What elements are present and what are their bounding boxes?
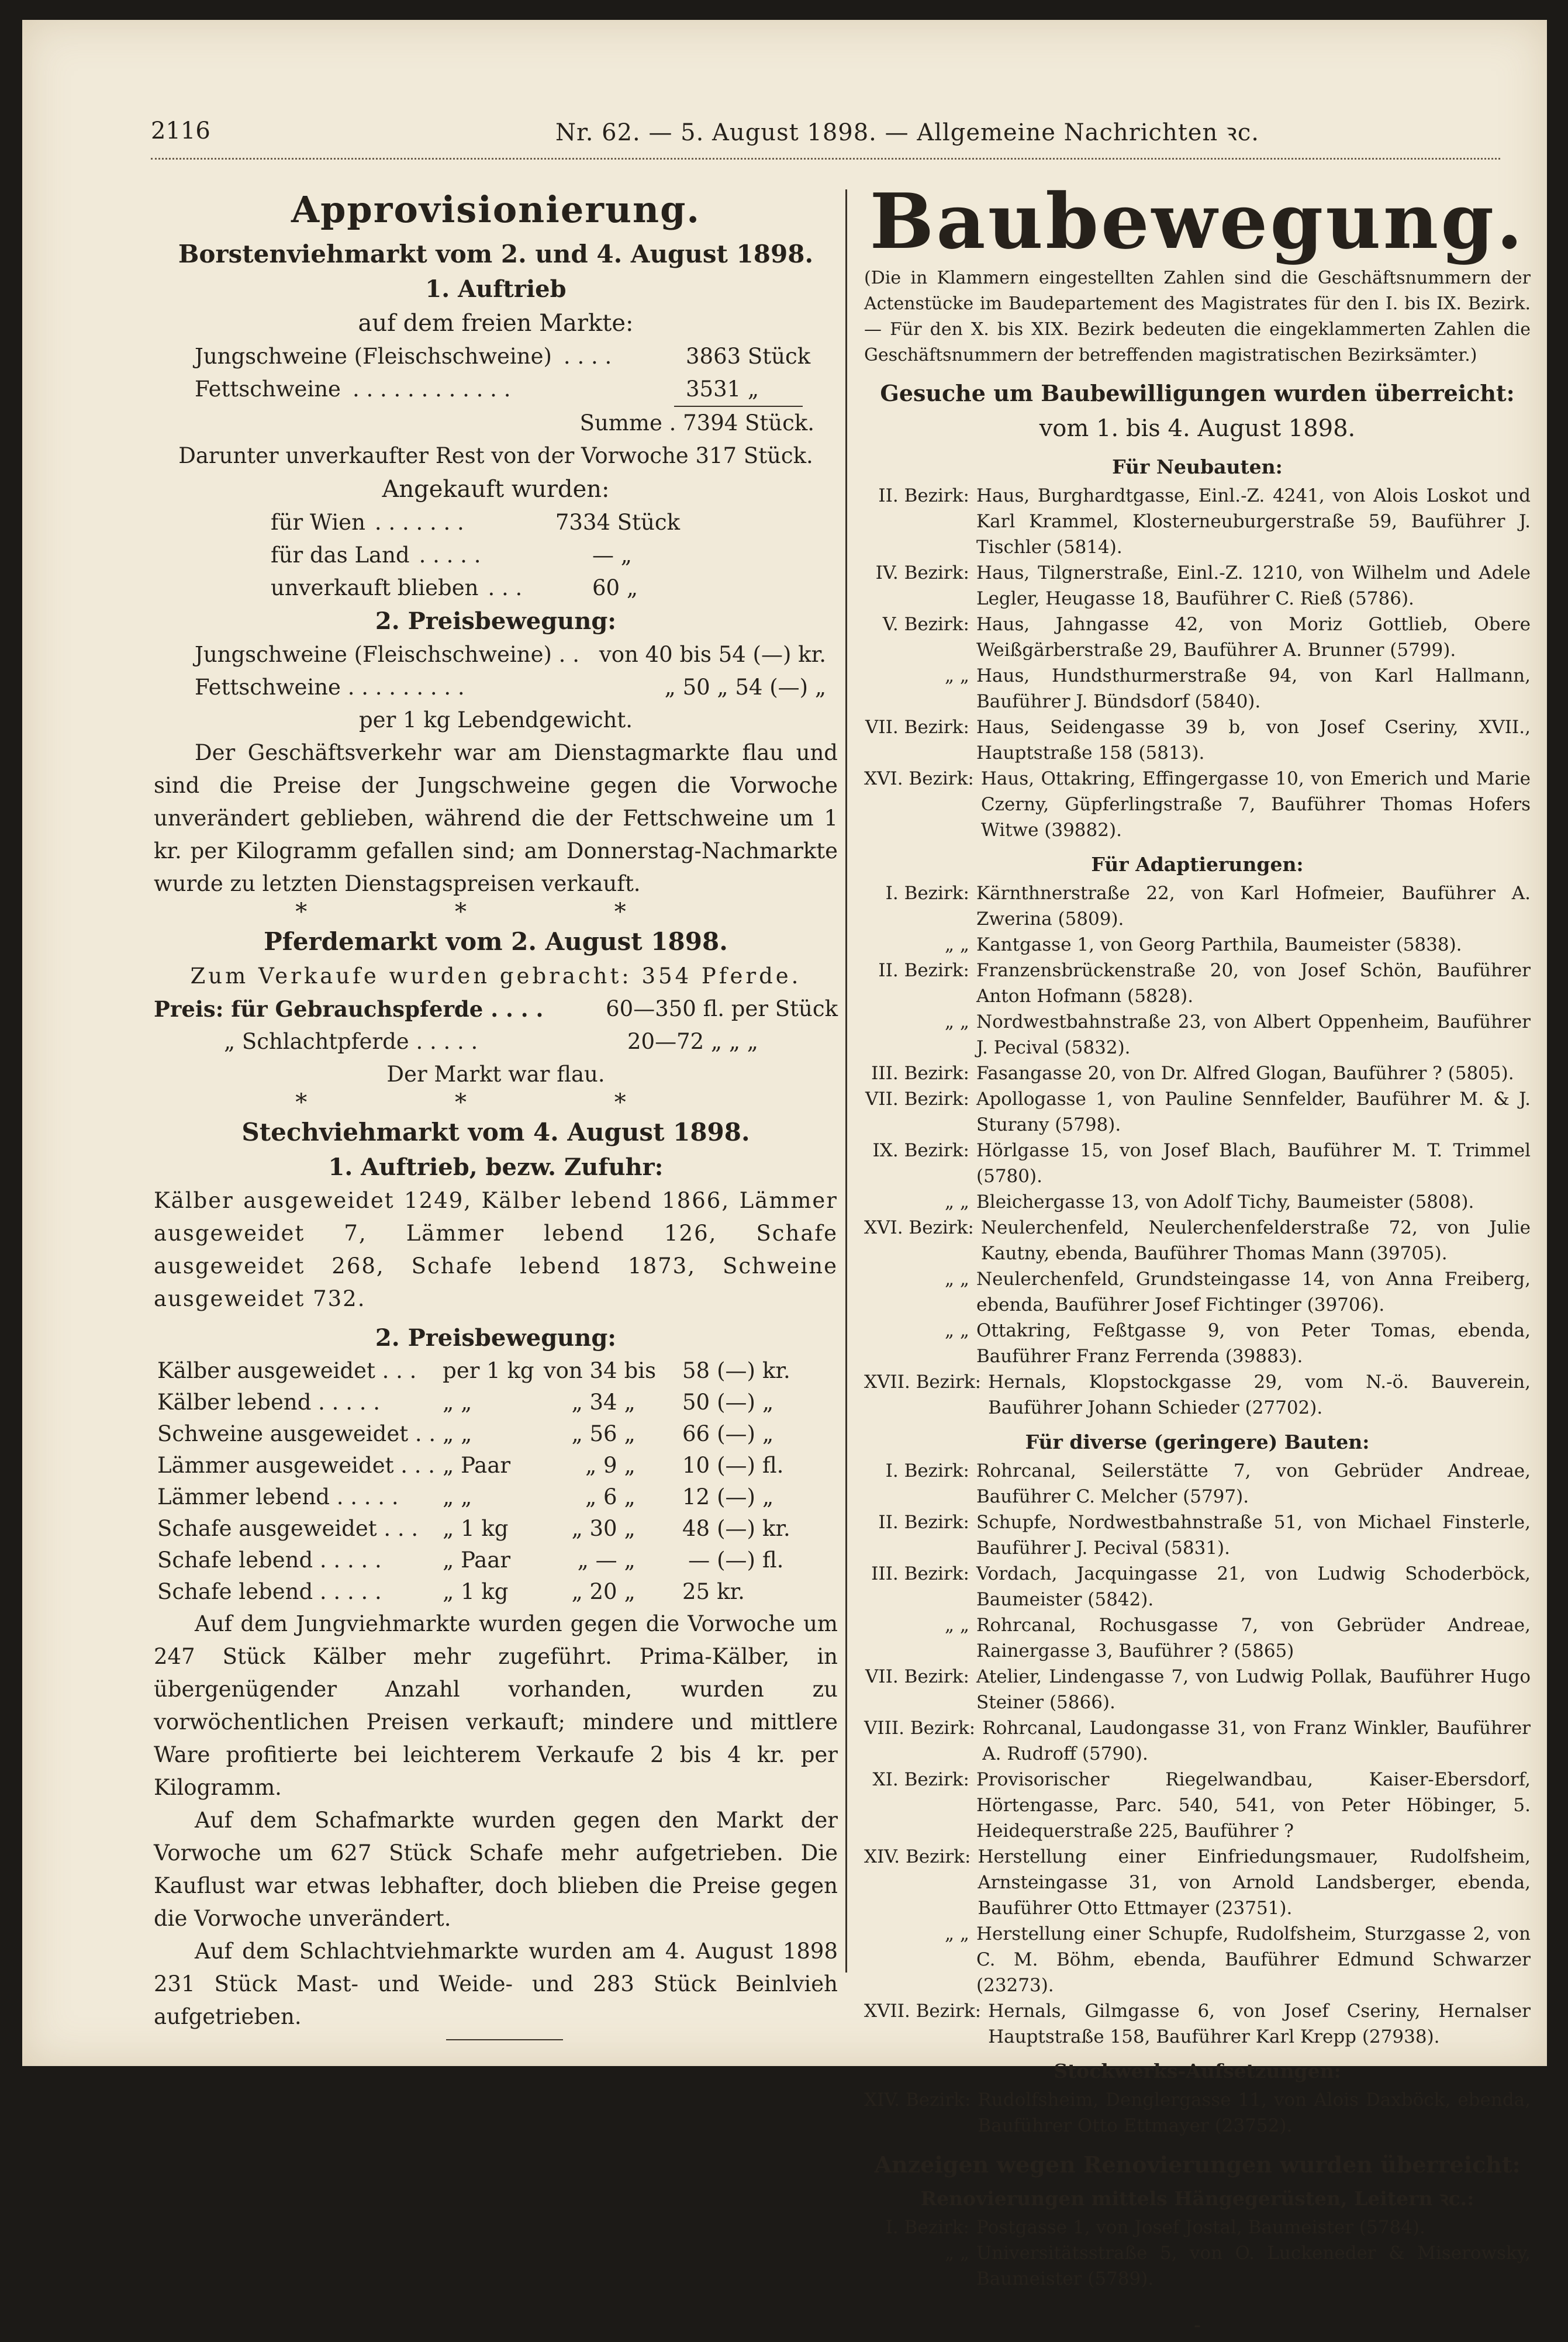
entry-district: II. Bezirk: bbox=[878, 1512, 969, 1533]
entry-district: VII. Bezirk: bbox=[865, 1089, 969, 1110]
entry-district: VII. Bezirk: bbox=[865, 1666, 969, 1687]
pferdemarkt-heading: Pferdemarkt vom 2. August 1898. bbox=[264, 927, 728, 956]
entry-district: „ „ bbox=[945, 1320, 969, 1341]
bau-entry bbox=[864, 1369, 1531, 1421]
bau-entry bbox=[864, 1086, 1531, 1138]
price-table-cell: „ bbox=[624, 1390, 636, 1415]
price-table-row bbox=[154, 1418, 794, 1450]
price-table-cell: kr. bbox=[717, 1579, 745, 1604]
entry-district: XIV. Bezirk: bbox=[864, 1846, 971, 1867]
entry-district: „ „ bbox=[945, 1923, 969, 1944]
price-table-cell: fl. bbox=[762, 1453, 784, 1478]
stechvieh-price-table bbox=[154, 1355, 794, 1608]
entry-text: Neulerchenfeld, Grundsteingasse 14, von Anna Freiberg, ebenda, Bauführer Josef Fichtinger (39706). bbox=[976, 1269, 1531, 1315]
entry-district: „ „ bbox=[945, 934, 969, 955]
per-line: per 1 kg Lebendgewicht. bbox=[358, 707, 633, 733]
price-table-cell: „ — bbox=[577, 1547, 617, 1573]
price-table-cell: — bbox=[688, 1547, 710, 1573]
entry-text: Provisorischer Riegelwandbau, Kaiser-Ebersdorf, Hörtengasse, Parc. 540, 541, von Peter Höbinger, 5. Heidequerstraße 225, Bauführer ? bbox=[976, 1769, 1531, 1842]
bau-entry bbox=[864, 2215, 1531, 2240]
price-table-cell: „ 6 bbox=[585, 1484, 617, 1509]
pferdemarkt-line: Zum Verkaufe wurden gebracht: 354 Pferde. bbox=[190, 963, 802, 989]
price-table-cell: „ „ bbox=[443, 1390, 472, 1415]
price-table-cell: von 34 bbox=[543, 1358, 617, 1383]
bought-row: für das Land . . . . . — „ bbox=[271, 543, 632, 568]
price-table-cell: 50 bbox=[682, 1390, 710, 1415]
price-table-cell: „ „ bbox=[443, 1484, 472, 1509]
entry-text: Rohrcanal, Rochusgasse 7, von Gebrüder Andreae, Rainergasse 3, Bauführer ? (5865) bbox=[976, 1615, 1531, 1661]
price-table-cell: „ bbox=[762, 1484, 774, 1509]
price-table-cell: „ „ bbox=[443, 1421, 472, 1446]
borstenvieh-text: Der Geschäftsverkehr war am Dienstagmarkte flau und sind die Preise der Jungschweine gegen die Vorwoche unverändert geblieben, während die der Fettschweine um 1 kr. per Kilogramm gefallen sind; am Donnerstag-Nachmarkte wurde zu letzten Dienstagspreisen verkauft. bbox=[154, 740, 838, 896]
price-table-cell: bis bbox=[624, 1358, 657, 1383]
price-table-cell: (—) bbox=[717, 1516, 755, 1541]
price-row: Jungschweine (Fleischschweine) . . von 40 bis 54 (—) kr. bbox=[195, 642, 826, 667]
bau-entry bbox=[864, 1844, 1531, 1921]
bau-entry bbox=[864, 1921, 1531, 1998]
price-table-cell: „ 9 bbox=[585, 1453, 617, 1478]
price-table-cell: Kälber ausgeweidet . . . bbox=[157, 1358, 417, 1383]
price-list bbox=[154, 638, 838, 704]
anzeigen-heading: Anzeigen wegen Renovierungen wurden überreicht: bbox=[874, 2151, 1521, 2178]
entry-text: Nordwestbahnstraße 23, von Albert Oppenheim, Bauführer J. Pecival (5832). bbox=[976, 1011, 1531, 1058]
bau-entry bbox=[864, 766, 1531, 843]
stechvieh-heading: Stechviehmarkt vom 4. August 1898. bbox=[241, 1118, 750, 1146]
stockwerk-list bbox=[864, 2087, 1531, 2139]
price-table-cell: „ bbox=[762, 1421, 774, 1446]
price-row: Fettschweine . . . . . . . . . „ 50 „ 54 (—) „ bbox=[195, 675, 826, 700]
entry-district: I. Bezirk: bbox=[885, 2217, 969, 2238]
price-table-cell: 58 bbox=[682, 1358, 710, 1383]
entry-text: Haus, Tilgnerstraße, Einl.-Z. 1210, von Wilhelm und Adele Legler, Heugasse 18, Bauführer C. Rieß (5786). bbox=[976, 562, 1531, 609]
entry-text: Kantgasse 1, von Georg Parthila, Baumeister (5838). bbox=[976, 934, 1462, 955]
sum-line: Summe . 7394 Stück. bbox=[579, 410, 814, 436]
price-table-cell: „ 20 bbox=[571, 1579, 617, 1604]
stechvieh-text-2: Auf dem Schafmarkte wurden gegen den Markt der Vorwoche um 627 Stück Schafe mehr aufgetrieben. Die Kauflust war etwas lebhafter, doch blieben die Preise gegen die Vorwoche unverändert. bbox=[154, 1808, 838, 1931]
stechvieh-text-3: Auf dem Schlachtviehmarkte wurden am 4. August 1898 231 Stück Mast- und Weide- und 283 Stück Beinlvieh aufgetrieben. bbox=[154, 1939, 838, 2029]
price-table-cell: Schafe ausgeweidet . . . bbox=[157, 1516, 419, 1541]
price-table-row bbox=[154, 1513, 794, 1545]
bought-row: für Wien . . . . . . . 7334 Stück bbox=[271, 510, 680, 535]
price-table-cell: „ Paar bbox=[443, 1453, 511, 1478]
page-number: 2116 bbox=[151, 118, 210, 144]
price-table-cell: (—) bbox=[717, 1453, 755, 1478]
entry-district: „ „ bbox=[945, 1191, 969, 1213]
bau-entry bbox=[864, 1061, 1531, 1086]
bau-entry bbox=[864, 880, 1531, 932]
borstenvieh-preis-heading: 2. Preisbewegung: bbox=[375, 607, 617, 635]
entry-text: Haus, Hundsthurmerstraße 94, von Karl Hallmann, Bauführer J. Bündsdorf (5840). bbox=[976, 665, 1531, 712]
entry-text: Haus, Burghardtgasse, Einl.-Z. 4241, von Alois Loskot und Karl Krammel, Klosterneuburgerstraße 59, Bauführer J. Tischler (5814). bbox=[976, 485, 1531, 558]
entry-district: XIV. Bezirk: bbox=[864, 2089, 971, 2110]
bought-row: unverkauft blieben . . . 60 „ bbox=[271, 575, 638, 600]
price-table-cell: per 1 kg bbox=[443, 1358, 534, 1383]
price-table-cell: „ bbox=[624, 1421, 636, 1446]
entry-text: Bleichergasse 13, von Adolf Tichy, Baumeister (5808). bbox=[976, 1191, 1474, 1213]
bau-entry bbox=[864, 1215, 1531, 1266]
bau-entry bbox=[864, 714, 1531, 766]
entry-text: Hernals, Gilmgasse 6, von Josef Cseriny, Hernalser Hauptstraße 158, Bauführer Karl Krepp (27938). bbox=[988, 2001, 1531, 2047]
gesuche-heading: Gesuche um Baubewilligungen wurden überreicht: bbox=[880, 380, 1515, 406]
price-table-cell: Schafe lebend . . . . . bbox=[157, 1579, 382, 1604]
renovierungen-list bbox=[864, 2215, 1531, 2292]
bau-entry bbox=[864, 1561, 1531, 1612]
newspaper-page bbox=[22, 20, 1547, 2337]
price-table-cell: (—) bbox=[717, 1421, 755, 1446]
entry-district: XVII. Bezirk: bbox=[864, 1372, 982, 1393]
auftrieb-list bbox=[154, 340, 838, 440]
price-table-cell: Lämmer ausgeweidet . . . bbox=[157, 1453, 436, 1478]
adaptierungen-heading: Für Adaptierungen: bbox=[1091, 853, 1304, 876]
entry-text: Apollogasse 1, von Pauline Sennfelder, Bauführer M. & J. Sturany (5798). bbox=[976, 1089, 1531, 1135]
stechvieh-supply: Kälber ausgeweidet 1249, Kälber lebend 1866, Lämmer ausgeweidet 7, Lämmer lebend 126, Schafe ausgeweidet 268, Schafe lebend 1873, Schweine ausgeweidet 732. bbox=[154, 1188, 838, 1311]
price-table-cell: „ bbox=[762, 1390, 774, 1415]
bau-entry bbox=[864, 1767, 1531, 1844]
stechvieh-preis-heading: 2. Preisbewegung: bbox=[375, 1324, 617, 1352]
price-table-row bbox=[154, 1481, 794, 1513]
price-table-cell: 10 bbox=[682, 1453, 710, 1478]
adaptierungen-list bbox=[864, 880, 1531, 1421]
entry-text: Rudolfsheim, Denglergasse 11, von Alois Daxböck, ebenda, Bauführer Otto Ettmayer (23752). bbox=[978, 2089, 1531, 2136]
end-mark: - bbox=[1193, 2313, 1201, 2337]
entry-district: XVI. Bezirk: bbox=[864, 1217, 974, 1238]
bau-entry bbox=[864, 1458, 1531, 1509]
price-table-cell: 66 bbox=[682, 1421, 710, 1446]
price-table-cell: kr. bbox=[762, 1516, 790, 1541]
bau-entry bbox=[864, 612, 1531, 663]
bau-entry bbox=[864, 958, 1531, 1009]
entry-district: „ „ bbox=[945, 1615, 969, 1636]
separator-stars: * * * bbox=[295, 1089, 696, 1116]
entry-text: Rohrcanal, Laudongasse 31, von Franz Winkler, Bauführer A. Rudroff (5790). bbox=[982, 1718, 1531, 1764]
bau-entry bbox=[864, 2087, 1531, 2139]
price-table-cell: „ 1 kg bbox=[443, 1516, 509, 1541]
bought-heading: Angekauft wurden: bbox=[382, 476, 610, 503]
renovierungen-heading: Renovierungen mittels Hängegerüsten, Leitern ꝛc.: bbox=[920, 2187, 1474, 2210]
price-table-cell: (—) bbox=[717, 1390, 755, 1415]
entry-text: Schupfe, Nordwestbahnstraße 51, von Michael Finsterle, Bauführer J. Pecival (5831). bbox=[976, 1512, 1531, 1559]
entry-text: Franzensbrückenstraße 20, von Josef Schön, Bauführer Anton Hofmann (5828). bbox=[976, 960, 1531, 1007]
bau-entry bbox=[864, 932, 1531, 958]
end-rule bbox=[446, 2039, 563, 2040]
borstenvieh-heading: Borstenviehmarkt vom 2. und 4. August 1898. bbox=[178, 240, 814, 268]
price-table-row bbox=[154, 1576, 794, 1608]
separator-stars: * * * bbox=[295, 899, 696, 925]
bau-entry bbox=[864, 483, 1531, 560]
entry-text: Vordach, Jacquingasse 21, von Ludwig Schoderböck, Baumeister (5842). bbox=[976, 1563, 1531, 1610]
price-table-cell: „ 34 bbox=[571, 1390, 617, 1415]
entry-text: Rohrcanal, Seilerstätte 7, von Gebrüder Andreae, Bauführer C. Melcher (5797). bbox=[976, 1460, 1531, 1507]
entry-district: III. Bezirk: bbox=[871, 1063, 969, 1084]
bau-entry bbox=[864, 560, 1531, 612]
price-table-cell: fl. bbox=[762, 1547, 784, 1573]
bau-entry bbox=[864, 663, 1531, 714]
entry-district: „ „ bbox=[945, 665, 969, 686]
bau-entry bbox=[864, 1612, 1531, 1664]
price-table-row bbox=[154, 1450, 794, 1481]
right-column bbox=[864, 172, 1531, 2342]
price-table-cell: „ 1 kg bbox=[443, 1579, 509, 1604]
page-header bbox=[151, 108, 1500, 154]
column-divider bbox=[845, 189, 847, 1973]
price-table-row bbox=[154, 1387, 794, 1418]
entry-text: Kärnthnerstraße 22, von Karl Hofmeier, Bauführer A. Zwerina (5809). bbox=[976, 883, 1531, 930]
price-table-cell: (—) bbox=[717, 1484, 755, 1509]
price-table-cell: Schafe lebend . . . . . bbox=[157, 1547, 382, 1573]
section-title-baubewegung: Baubewegung. bbox=[869, 177, 1525, 266]
entry-text: Neulerchenfeld, Neulerchenfelderstraße 72, von Julie Kautny, ebenda, Bauführer Thomas Mann (39705). bbox=[980, 1217, 1531, 1264]
bau-entry bbox=[864, 1009, 1531, 1061]
entry-district: XI. Bezirk: bbox=[872, 1769, 969, 1790]
price-table-cell: 48 bbox=[682, 1516, 710, 1541]
entry-district: II. Bezirk: bbox=[878, 960, 969, 981]
bought-list bbox=[154, 506, 680, 605]
bau-entry bbox=[864, 1664, 1531, 1715]
bau-entry bbox=[864, 1509, 1531, 1561]
diverse-list bbox=[864, 1458, 1531, 2050]
entry-text: Haus, Ottakring, Effingergasse 10, von Emerich und Marie Czerny, Güpferlingstraße 7, Bauführer Thomas Hofers Witwe (39882). bbox=[980, 768, 1531, 841]
neubauten-list bbox=[864, 483, 1531, 843]
bau-entry bbox=[864, 2240, 1531, 2292]
entry-text: Herstellung einer Schupfe, Rudolfsheim, Sturzgasse 2, von C. M. Böhm, ebenda, Bauführer Edmund Schwarzer (23273). bbox=[976, 1923, 1531, 1996]
pferdemarkt-price-row: „ Schlachtpferde . . . . . 20—72 „ „ „ bbox=[224, 1029, 758, 1054]
section-title-approvisionierung: Approvisionierung. bbox=[291, 188, 701, 231]
bau-entry bbox=[864, 1318, 1531, 1369]
price-table-cell: Schweine ausgeweidet . . bbox=[157, 1421, 436, 1446]
entry-district: „ „ bbox=[945, 1269, 969, 1290]
price-table-row bbox=[154, 1355, 794, 1387]
baubewegung-note: (Die in Klammern eingestellten Zahlen sind die Geschäftsnummern der Actenstücke im Baudepartement des Magistrates für den I. bis IX. Bezirk. — Für den X. bis XIX. Bezirk bedeuten die eingeklammerten Zahlen die Geschäftsnummern der betreffenden magistratischen Bezirksämter.) bbox=[864, 268, 1531, 365]
price-table-cell: (—) bbox=[717, 1547, 755, 1573]
entry-text: Haus, Jahngasse 42, von Moriz Gottlieb, Obere Weißgärberstraße 29, Bauführer A. Brunner (5799). bbox=[976, 614, 1531, 661]
borstenvieh-auftrieb-heading: 1. Auftrieb bbox=[425, 275, 567, 303]
entry-district: XVI. Bezirk: bbox=[864, 768, 974, 789]
entry-district: III. Bezirk: bbox=[871, 1563, 969, 1584]
diverse-heading: Für diverse (geringere) Bauten: bbox=[1025, 1431, 1370, 1453]
bau-entry bbox=[864, 1715, 1531, 1767]
entry-district: VII. Bezirk: bbox=[865, 717, 969, 738]
price-table-row bbox=[154, 1545, 794, 1576]
stechvieh-auftrieb-heading: 1. Auftrieb, bezw. Zufuhr: bbox=[328, 1153, 664, 1181]
price-table-cell: „ 56 bbox=[571, 1421, 617, 1446]
price-table-cell: „ bbox=[624, 1547, 636, 1573]
entry-text: Ottakring, Feßtgasse 9, von Peter Tomas, ebenda, Bauführer Franz Ferrenda (39883). bbox=[976, 1320, 1531, 1367]
price-table-cell: „ bbox=[624, 1453, 636, 1478]
entry-district: IX. Bezirk: bbox=[872, 1140, 969, 1161]
entry-text: Atelier, Lindengasse 7, von Ludwig Pollak, Bauführer Hugo Steiner (5866). bbox=[976, 1666, 1531, 1713]
stockwerk-heading: Stockwerks-Aufsetzungen: bbox=[1054, 2060, 1341, 2082]
rest-line: Darunter unverkaufter Rest von der Vorwoche 317 Stück. bbox=[178, 443, 813, 468]
bau-entry bbox=[864, 1189, 1531, 1215]
running-head: Nr. 62. — 5. August 1898. — Allgemeine Nachrichten ꝛc. bbox=[555, 119, 1260, 146]
entry-district: XVII. Bezirk: bbox=[864, 2001, 982, 2022]
bau-entry bbox=[864, 1138, 1531, 1189]
price-table-cell: Kälber lebend . . . . . bbox=[157, 1390, 381, 1415]
price-table-cell: Lämmer lebend . . . . . bbox=[157, 1484, 399, 1509]
entry-text: Hernals, Klopstockgasse 29, vom N.-ö. Bauverein, Bauführer Johann Schieder (27702). bbox=[988, 1372, 1531, 1418]
auftrieb-row: Fettschweine . . . . . . . . . . . . 3531 „ bbox=[195, 376, 759, 402]
price-table-cell: kr. bbox=[762, 1358, 790, 1383]
bau-entry bbox=[864, 1266, 1531, 1318]
price-table-cell: (—) bbox=[717, 1358, 755, 1383]
borstenvieh-auftrieb-sub: auf dem freien Markte: bbox=[358, 310, 634, 337]
entry-text: Fasangasse 20, von Dr. Alfred Glogan, Bauführer ? (5805). bbox=[976, 1063, 1514, 1084]
entry-district: I. Bezirk: bbox=[885, 1460, 969, 1481]
gesuche-date: vom 1. bis 4. August 1898. bbox=[1039, 415, 1356, 442]
entry-text: Haus, Seidengasse 39 b, von Josef Cseriny, XVII., Hauptstraße 158 (5813). bbox=[976, 717, 1531, 764]
entry-text: Universitätsstraße 5, von O. Luckeneder & Miserowsky, Baumeister (5789). bbox=[976, 2243, 1531, 2289]
left-column bbox=[154, 172, 838, 2040]
entry-text: Hörlgasse 15, von Josef Blach, Bauführer M. T. Trimmel (5780). bbox=[976, 1140, 1531, 1187]
neubauten-heading: Für Neubauten: bbox=[1112, 455, 1283, 478]
entry-district: „ „ bbox=[945, 2243, 969, 2264]
price-table-cell: 12 bbox=[682, 1484, 710, 1509]
entry-text: Postgasse 1, von Josef Jostal, Baumeister (5784). bbox=[976, 2217, 1425, 2238]
entry-district: IV. Bezirk: bbox=[875, 562, 969, 583]
entry-district: VIII. Bezirk: bbox=[864, 1718, 976, 1739]
price-table-cell: „ Paar bbox=[443, 1547, 511, 1573]
entry-text: Herstellung einer Einfriedungsmauer, Rudolfsheim, Arnsteingasse 31, von Arnold Landsberger, ebenda, Bauführer Otto Ettmayer (23751). bbox=[978, 1846, 1531, 1919]
entry-district: V. Bezirk: bbox=[882, 614, 969, 635]
price-table-cell: „ bbox=[624, 1579, 636, 1604]
bau-entry bbox=[864, 1998, 1531, 2050]
entry-district: I. Bezirk: bbox=[885, 883, 969, 904]
price-table-cell: 25 bbox=[682, 1579, 710, 1604]
price-table-cell: „ bbox=[624, 1516, 636, 1541]
stechvieh-text-1: Auf dem Jungviehmarkte wurden gegen die Vorwoche um 247 Stück Kälber mehr zugeführt. Prima-Kälber, in übergenügender Anzahl vorhanden, wurden zu vorwöchentlichen Preisen verkauft; mindere und mittlere Ware profitierte bei leichterem Verkaufe 2 bis 4 kr. per Kilogramm. bbox=[154, 1611, 838, 1800]
price-table-cell bbox=[759, 1576, 794, 1608]
entry-district: „ „ bbox=[945, 1011, 969, 1032]
pferdemarkt-price-row: Preis: für Gebrauchspferde . . . . 60—350 fl. per Stück bbox=[154, 996, 838, 1022]
header-rule bbox=[151, 158, 1500, 160]
price-table-cell: „ 30 bbox=[571, 1516, 617, 1541]
pferdemarkt-flat: Der Markt war flau. bbox=[386, 1062, 605, 1087]
auftrieb-row: Jungschweine (Fleischschweine) . . . . 3863 Stück bbox=[195, 344, 811, 369]
price-table-cell: „ bbox=[624, 1484, 636, 1509]
entry-district: II. Bezirk: bbox=[878, 485, 969, 506]
